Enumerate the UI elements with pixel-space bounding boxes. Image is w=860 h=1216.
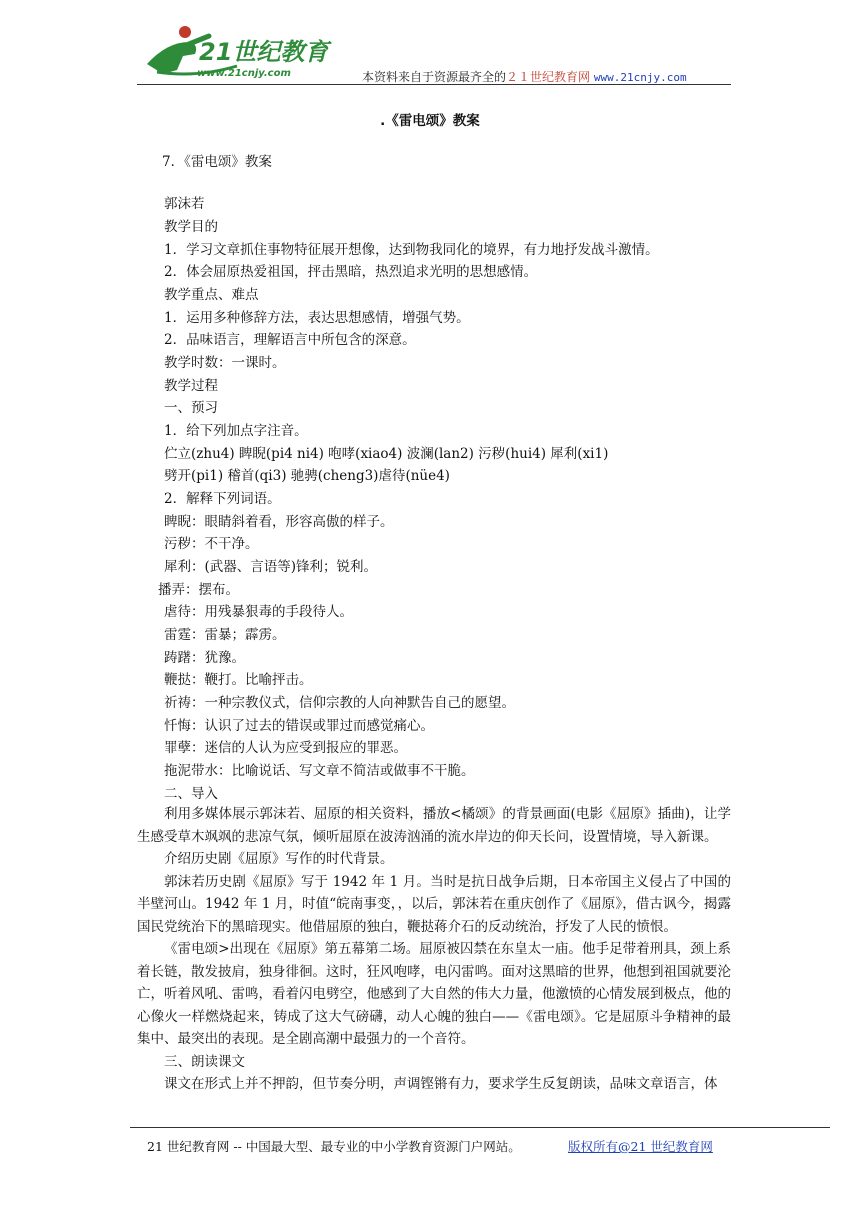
header-divider <box>137 84 731 85</box>
header-note-url[interactable]: www.21cnjy.com <box>593 71 687 84</box>
heading-line: 教学目的 <box>164 219 218 235</box>
definition-line: 虐待：用残暴狠毒的手段待人。 <box>164 604 353 620</box>
paragraph: 三、朗读课文 <box>164 1053 245 1070</box>
paragraph: 课文在形式上并不押韵，但节奏分明，声调铿锵有力，要求学生反复朗读，品味文章语言，体 <box>164 1076 718 1092</box>
definition-line: 拖泥带水：比喻说话、写文章不简洁或做事不干脆。 <box>164 763 475 779</box>
paragraph: 利用多媒体展示郭沫若、屈原的相关资料，播放<橘颂》的背景画面(电影《屈原》插曲)，让学生感受草木飒飒的悲凉气氛，倾听屈原在波涛汹涌的流水岸边的仰天长问，设置情境，导入新课。 <box>137 806 731 845</box>
header-note-brand: ２１世纪教育网 <box>506 70 591 84</box>
definition-line: 罪孽：迷信的人认为应受到报应的罪恶。 <box>164 740 407 756</box>
definition-line: 污秽：不干净。 <box>164 536 259 552</box>
heading-line: 教学过程 <box>164 378 218 394</box>
heading-line: 教学重点、难点 <box>164 287 259 303</box>
definition-line: 鞭挞：鞭打。比喻抨击。 <box>164 672 313 688</box>
footer-text: 21 世纪教育网 -- 中国最大型、最专业的中小学教育资源门户网站。 <box>147 1139 521 1154</box>
text-line: 2．解释下列词语。 <box>164 491 281 507</box>
pinyin-line: 伫立(zhu4) 睥睨(pi4 ni4) 咆哮(xiao4) 波澜(lan2) 污秽(hui4) 犀利(xi1) <box>164 446 609 462</box>
logo-url: www.21cnjy.com <box>197 68 291 79</box>
definition-line: 雷霆：雷暴；霹雳。 <box>164 627 286 643</box>
text-line: 1．学习文章抓住事物特征展开想像，达到物我同化的境界，有力地抒发战斗激情。 <box>164 242 659 258</box>
logo-text: 21世纪教育 <box>199 38 329 66</box>
definition-line: 祈祷：一种宗教仪式，信仰宗教的人向神默告自己的愿望。 <box>164 695 515 711</box>
text-line: 1．运用多种修辞方法，表达思想感情，增强气势。 <box>164 310 470 326</box>
paragraph: 《雷电颂>出现在《屈原》第五幕第二场。屈原被囚禁在东皇太一庙。他手足带着刑具，颈上系着长链，散发披肩，独身徘徊。这时，狂风咆哮，电闪雷鸣。面对这黑暗的世界，他想到祖国就要沦亡，听着风吼、雷鸣，看着闪电劈空，他感到了大自然的伟大力量，他激愤的心情发展到极点，他的心像火一样燃烧起来，铸成了这大气磅礴，动人心魄的独白——《雷电颂》。它是屈原斗争精神的最集中、最突出的表现。是全剧高潮中最强力的一个音符。 <box>137 941 731 1047</box>
definition-line: 踌躇：犹豫。 <box>164 650 245 666</box>
text-line: 2．品味语言，理解语言中所包含的深意。 <box>164 332 416 348</box>
definition-line: 播弄：摆布。 <box>158 582 239 598</box>
body-paragraphs <box>137 803 731 1096</box>
definition-line: 睥睨：眼睛斜着看，形容高傲的样子。 <box>164 514 394 530</box>
document-title: .《雷电颂》教案 <box>380 113 480 129</box>
definition-line: 犀利：(武器、言语等)锋利；锐利。 <box>164 559 378 575</box>
paragraph: 介绍历史剧《屈原》写作的时代背景。 <box>164 851 394 867</box>
text-line: 1．给下列加点字注音。 <box>164 423 308 439</box>
pinyin-line: 劈开(pi1) 稽首(qi3) 驰骋(cheng3)虐待(nüe4) <box>164 468 450 484</box>
site-logo <box>137 22 337 84</box>
footer-divider <box>130 1127 830 1128</box>
text-line: 2．体会屈原热爱祖国，抨击黑暗，热烈追求光明的思想感情。 <box>164 264 538 280</box>
author-line: 郭沫若 <box>164 196 205 212</box>
section-line: 7．《雷电颂》教案 <box>162 154 272 170</box>
header-note <box>362 68 687 85</box>
header-note-prefix: 本资料来自于资源最齐全的 <box>362 70 507 84</box>
paragraph: 郭沫若历史剧《屈原》写于 1942 年 1 月。当时是抗日战争后期，日本帝国主义侵占了中国的半壁河山。1942 年 1 月，时值“皖南事变，，以后，郭沫若在重庆创作了《屈原》，借古讽今，揭露国民党统治下的黑暗现实。他借屈原的独白，鞭挞蒋介石的反动统治，抒发了人民的愤恨。 <box>137 873 731 935</box>
text-line: 教学时数：一课时。 <box>164 355 286 371</box>
heading-line: 一、预习 <box>164 400 218 416</box>
heading-line: 二、导入 <box>164 786 218 802</box>
definition-line: 忏悔：认识了过去的错误或罪过而感觉痛心。 <box>164 718 434 734</box>
copyright-link[interactable]: 版权所有@21 世纪教育网 <box>568 1139 713 1154</box>
